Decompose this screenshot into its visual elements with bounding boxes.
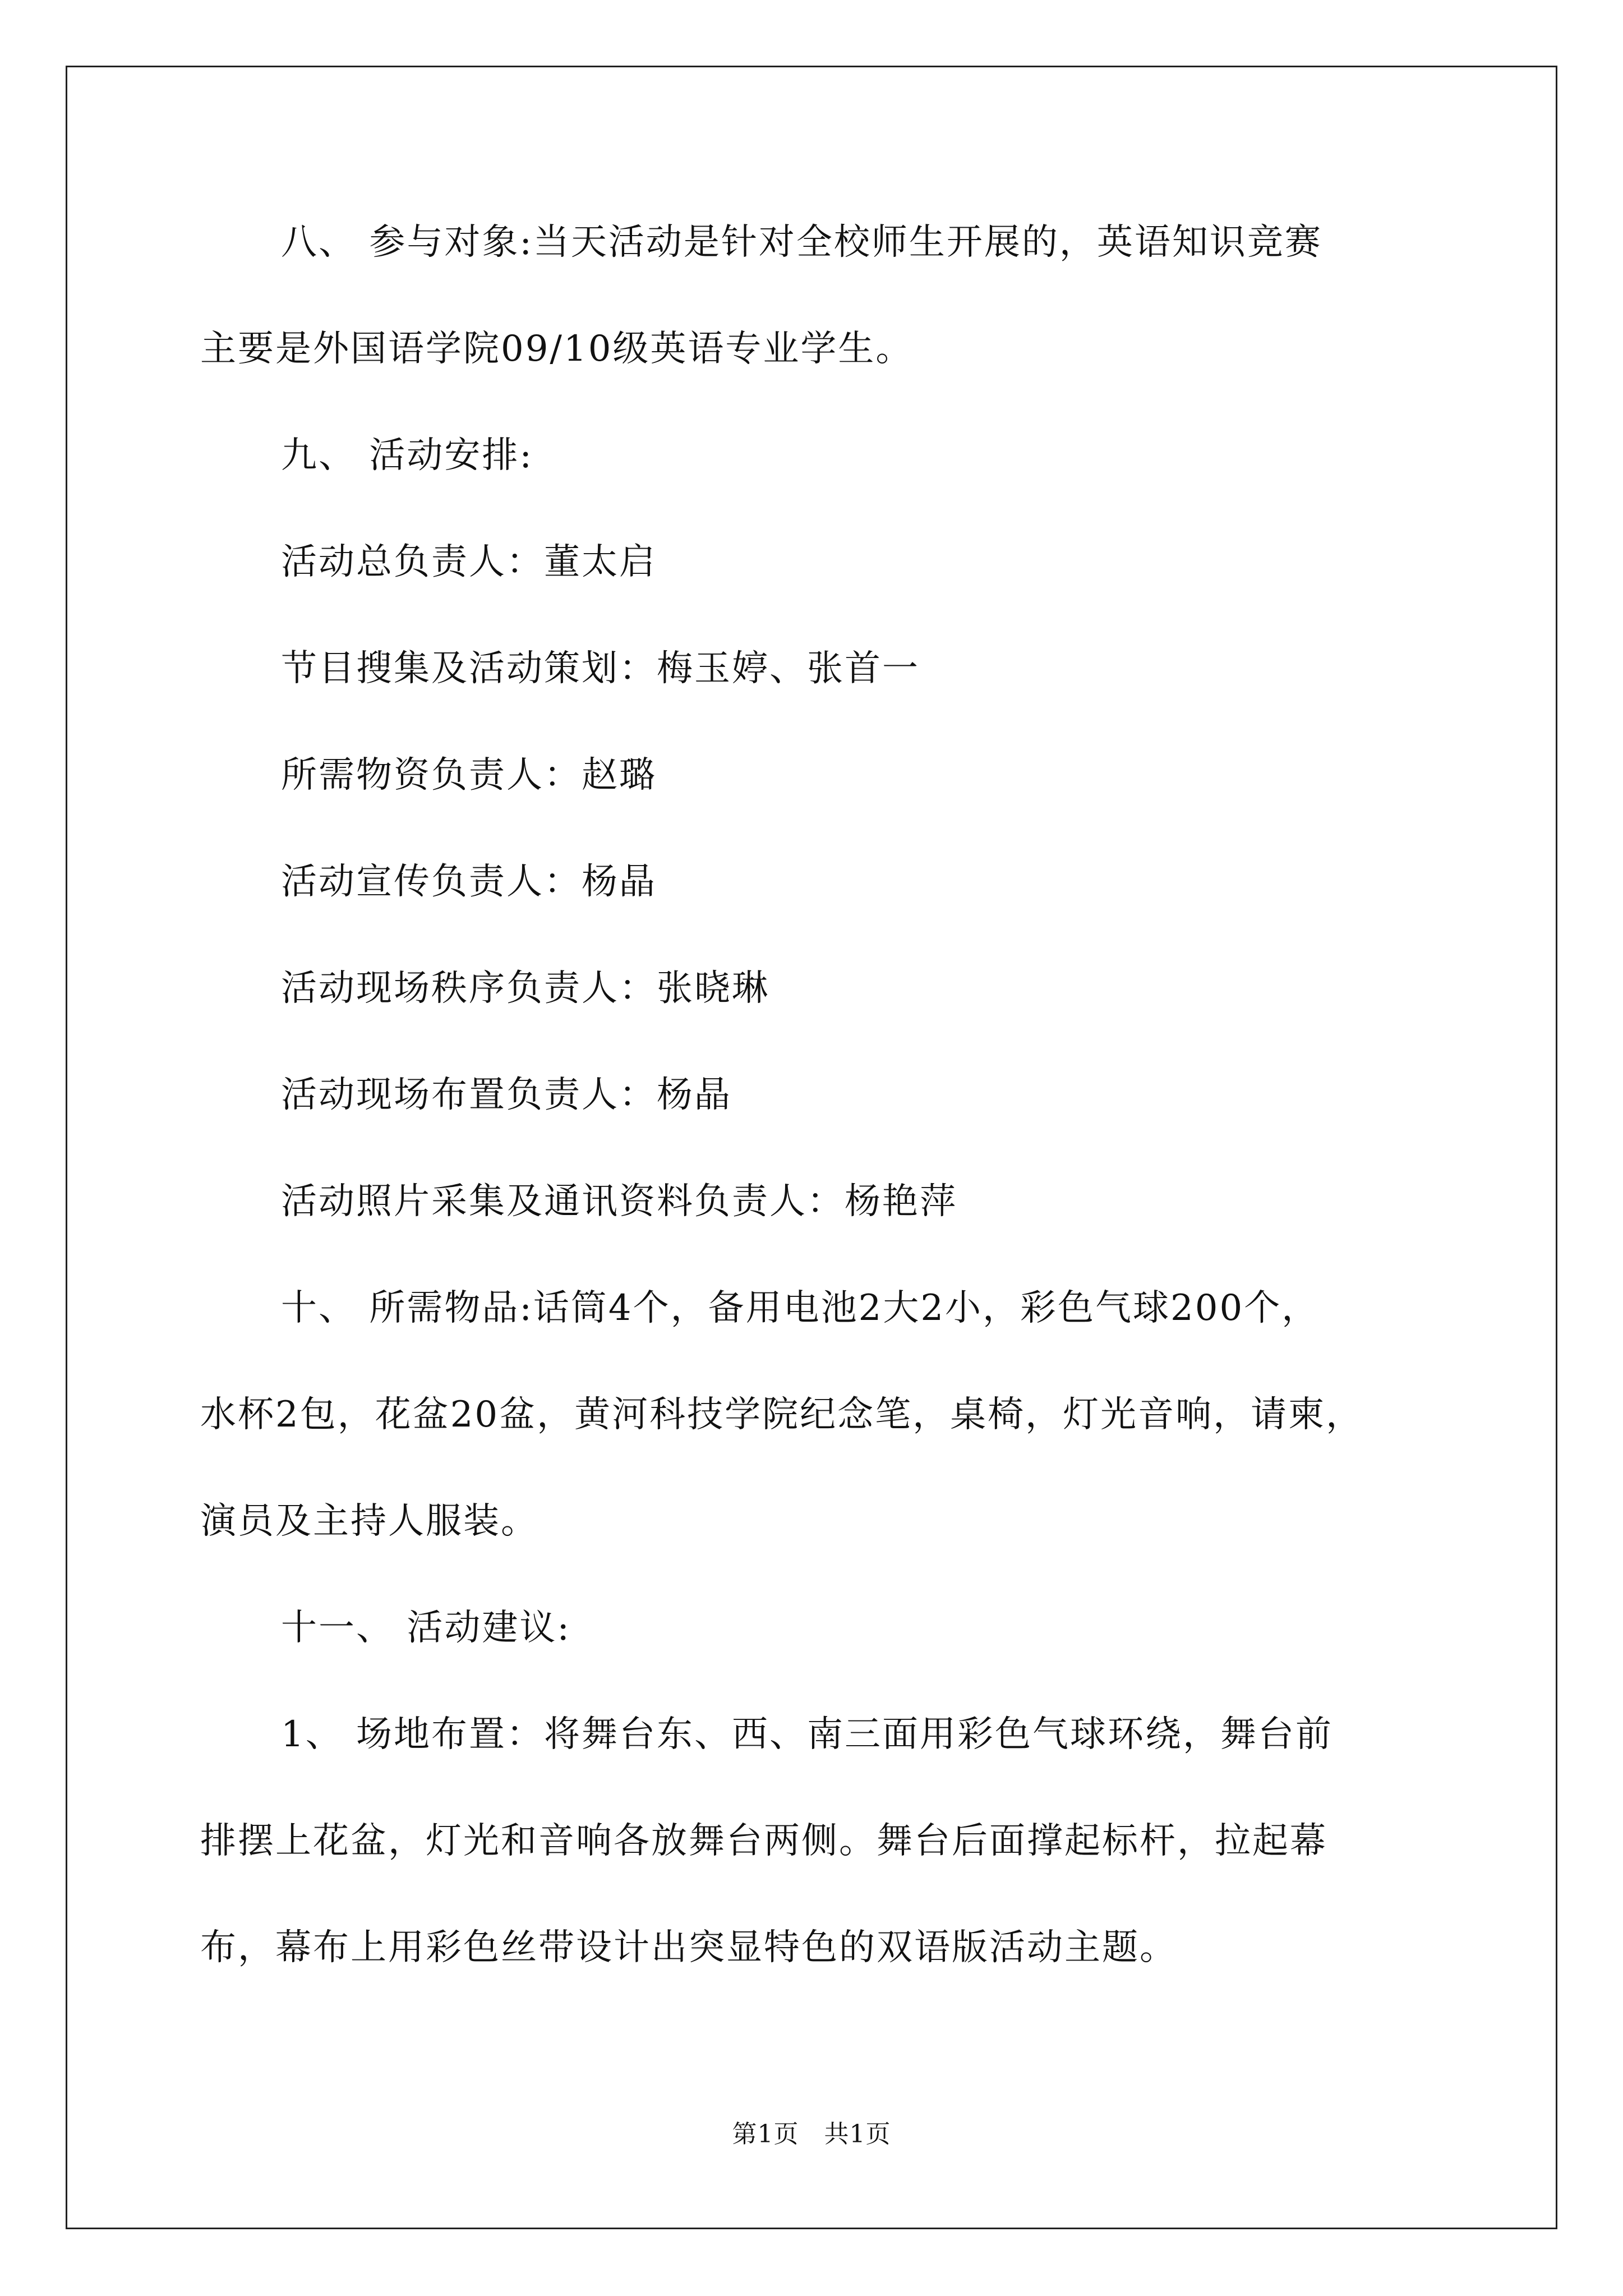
list-item: 活动现场布置负责人：杨晶	[281, 1074, 732, 1116]
paragraph-ten-line-1: 十、 所需物品:话筒4个，备用电池2大2小，彩色气球200个，	[281, 1287, 1320, 1329]
suggestion-one-line-2: 排摆上花盆，灯光和音响各放舞台两侧。舞台后面撑起标杆，拉起幕	[200, 1820, 1327, 1862]
list-item: 节目搜集及活动策划：梅玉婷、张首一	[281, 648, 920, 689]
list-item: 所需物资负责人：赵璐	[281, 754, 657, 796]
list-item: 活动照片采集及通讯资料负责人：杨艳萍	[281, 1181, 957, 1222]
list-item: 活动宣传负责人：杨晶	[281, 861, 657, 903]
list-item: 活动总负责人：董太启	[281, 541, 657, 583]
page-border	[66, 66, 1557, 2229]
page-footer: 第1页 共1页	[732, 2120, 891, 2148]
paragraph-ten-line-2: 水杯2包，花盆20盆，黄河科技学院纪念笔，桌椅，灯光音响，请柬，	[200, 1394, 1364, 1435]
paragraph-ten-line-3: 演员及主持人服装。	[200, 1501, 538, 1542]
heading-activity-suggestions: 十一、 活动建议:	[281, 1607, 571, 1649]
heading-activity-arrangement: 九、 活动安排:	[281, 435, 533, 476]
paragraph-eight-line-2: 主要是外国语学院09/10级英语专业学生。	[200, 328, 914, 370]
suggestion-one-line-1: 1、 场地布置：将舞台东、西、南三面用彩色气球环绕，舞台前	[281, 1714, 1334, 1755]
paragraph-eight-line-1: 八、 参与对象:当天活动是针对全校师生开展的，英语知识竞赛	[281, 222, 1322, 263]
list-item: 活动现场秩序负责人：张晓琳	[281, 968, 769, 1009]
suggestion-one-line-3: 布，幕布上用彩色丝带设计出突显特色的双语版活动主题。	[200, 1927, 1177, 1968]
